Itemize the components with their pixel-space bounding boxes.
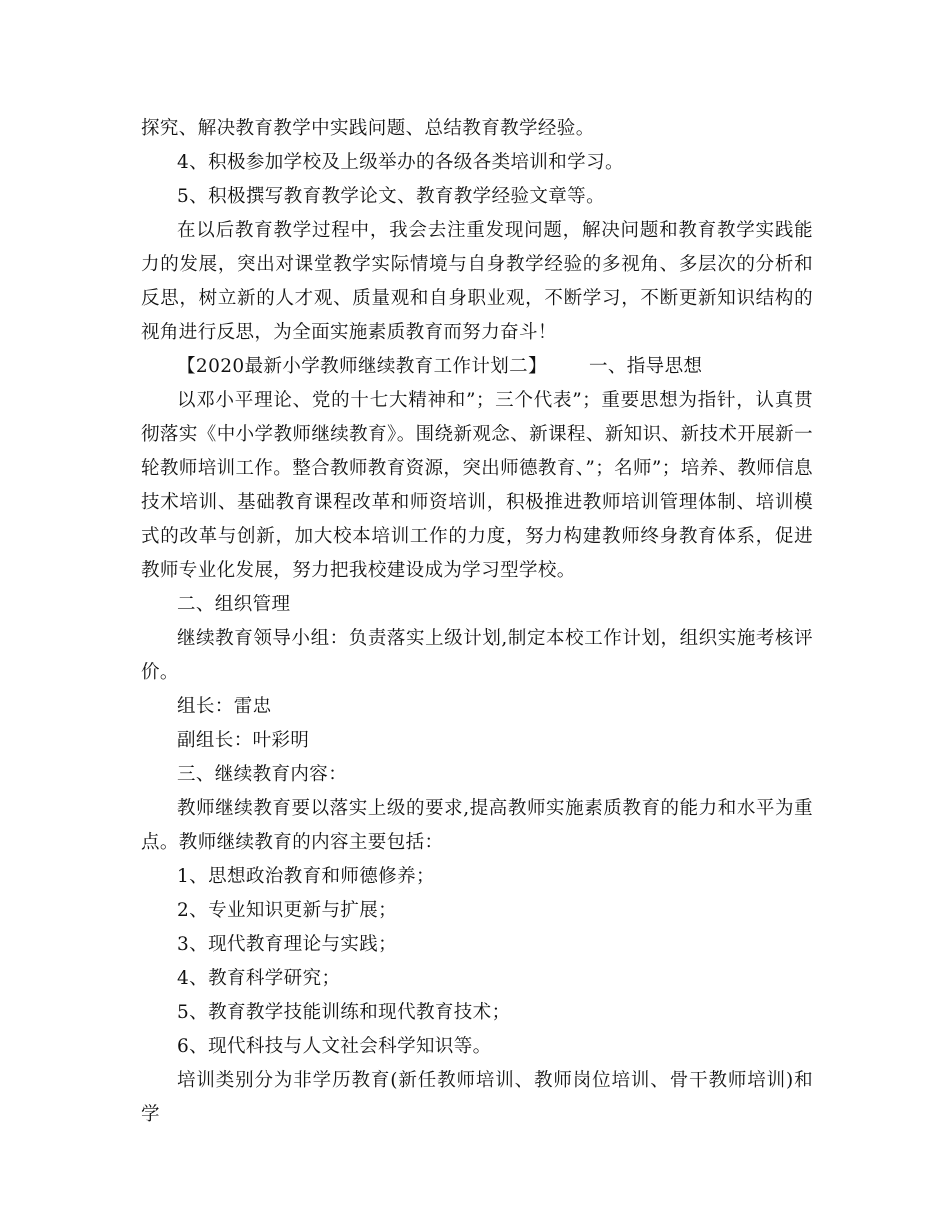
paragraph-leadership-group: 继续教育领导小组：负责落实上级计划,制定本校工作计划，组织实施考核评价。: [141, 628, 813, 683]
list-item-1: 1、思想政治教育和师德修养；: [177, 866, 435, 887]
paragraph-deputy-leader: 副组长：叶彩明: [177, 730, 310, 751]
section-heading: [141, 350, 813, 384]
paragraph-1: 探究、解决教育教学中实践问题、总结教育教学经验。: [141, 118, 595, 139]
document-body: [141, 112, 813, 1132]
paragraph-group-leader: 组长：雷忠: [177, 696, 272, 717]
list-item-2: 2、专业知识更新与扩展；: [177, 900, 398, 921]
paragraph-content-intro: 教师继续教育要以落实上级的要求,提高教师实施素质教育的能力和水平为重点。教师继续教育的内容主要包括：: [141, 798, 813, 853]
paragraph-training-types: 培训类别分为非学历教育(新任教师培训、教师岗位培训、骨干教师培训)和学: [141, 1070, 813, 1125]
paragraph-guiding-thought: 以邓小平理论、党的十七大精神和”；三个代表”；重要思想为指针，认真贯彻落实《中小学教师继续教育》。围绕新观念、新课程、新知识、新技术开展新一轮教师培训工作。整合教师教育资源，突出师德教育、”；名师”；培养、教师信息技术培训、基础教育课程改革和师资培训，积极推进教师培训管理体制、培训模式的改革与创新，加大校本培训工作的力度，努力构建教师终身教育体系，促进教师专业化发展，努力把我校建设成为学习型学校。: [141, 390, 813, 581]
heading-organization: 二、组织管理: [177, 594, 291, 615]
paragraph-3: 5、积极撰写教育教学论文、教育教学经验文章等。: [177, 186, 605, 207]
heading-content: 三、继续教育内容：: [177, 764, 348, 785]
section-subtitle: 一、指导思想: [588, 356, 703, 377]
list-item-5: 5、教育教学技能训练和现代教育技术；: [177, 1002, 511, 1023]
list-item-3: 3、现代教育理论与实践；: [177, 934, 398, 955]
paragraph-2: 4、积极参加学校及上级举办的各级各类培训和学习。: [177, 152, 624, 173]
paragraph-4: 在以后教育教学过程中，我会去注重发现问题，解决问题和教育教学实践能力的发展，突出对课堂教学实际情境与自身教学经验的多视角、多层次的分析和反思，树立新的人才观、质量观和自身职业观，不断学习，不断更新知识结构的视角进行反思，为全面实施素质教育而努力奋斗！: [141, 220, 813, 343]
list-item-4: 4、教育科学研究；: [177, 968, 341, 989]
section-title: 【2020最新小学教师继续教育工作计划二】: [177, 356, 547, 377]
list-item-6: 6、现代科技与人文社会科学知识等。: [177, 1036, 492, 1057]
